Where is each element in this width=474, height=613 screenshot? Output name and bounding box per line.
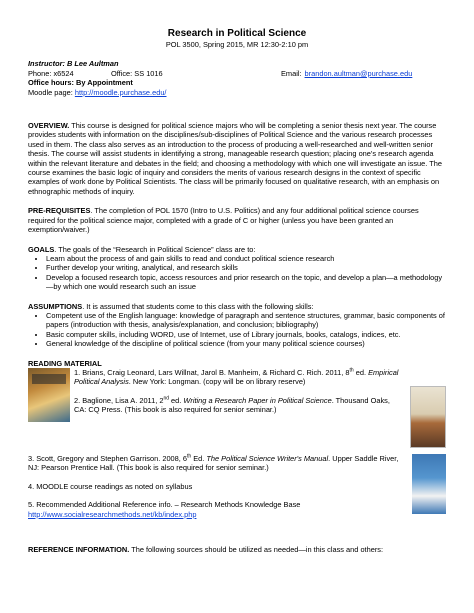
goals-intro: . The goals of the “Research in Political Science” class are to:	[54, 244, 256, 254]
prereq-text: . The completion of POL 1570 (Intro to U.S. Politics) and any four additional political science courses required for the political science major, completed with a grade of C or higher (unless you have been granted an exemption/waiver.)	[28, 206, 419, 235]
assumptions-heading: ASSUMPTIONS	[28, 301, 83, 311]
office-hours: Office hours: By Appointment	[28, 78, 133, 88]
overview-text: This course is designed for political science majors who will be completing a senior thesis next year. The course provides students with information on the disciplines/sub-disciplines of Political Science and the various research processes used in them. The class also serves as an introduction to the process of producing a well-researched and well-written senior thesis. The course will assist students in identifying a strong, manageable research question; placing one's research agenda within the relevant literature and debates in the field; and choosing a methodology with which one will investigate an issue. The course examines the basic logic of inquiry and considers the merits of various research designs in the context of specific examples of work done by Political Scientists. The class will be primarily focused on qualitative research, with an emphasis on ethnographic methods of inquiry.	[28, 121, 442, 196]
reading-item-3	[28, 454, 406, 473]
book-cover-writing	[410, 386, 446, 448]
assumptions-intro: . It is assumed that students come to this class with the following skills:	[82, 301, 314, 311]
goals-list	[28, 254, 446, 292]
reading-item-5: 5. Recommended Additional Reference info. – Research Methods Knowledge Base	[28, 500, 301, 510]
moodle-link[interactable]: http://moodle.purchase.edu/	[74, 87, 167, 97]
superscript: th	[187, 453, 192, 460]
email-label: Email:	[281, 68, 302, 78]
list-item: • Basic computer skills, including WORD, use of Internet, use of Library journals, books, catalogs, indices, etc.	[46, 330, 446, 339]
reading-items-1-2	[74, 368, 404, 448]
list-item: • General knowledge of the discipline of political science (from your many political science courses)	[46, 339, 446, 348]
instructor-block	[28, 59, 446, 97]
reading-item-2-title: Writing a Research Paper in Political Science	[183, 395, 332, 405]
reading-item-1-title: Empirical Political Analysis	[74, 367, 399, 387]
book-cover-image	[412, 454, 446, 514]
phone-text: Phone: x6524	[28, 68, 74, 78]
page-title: Research in Political Science	[167, 28, 307, 39]
assumptions-list	[28, 311, 446, 349]
overview-heading: OVERVIEW.	[28, 121, 70, 131]
reading-item-3-title: The Political Science Writer's Manual	[206, 453, 329, 463]
research-methods-link[interactable]: http://www.socialresearchmethods.net/kb/index.php	[28, 509, 197, 519]
prereq-section	[28, 206, 446, 234]
reference-heading: REFERENCE INFORMATION.	[28, 545, 130, 554]
reference-section	[28, 545, 446, 554]
reading-item-4: 4. MOODLE course readings as noted on syllabus	[28, 481, 193, 491]
book-cover-image	[410, 386, 446, 448]
reading-item-2-text: 2. Baglione, Lisa A. 2011, 2	[74, 395, 164, 405]
instructor-name: Instructor: B Lee Aultman	[28, 59, 119, 69]
course-subtitle: POL 3500, Spring 2015, MR 12:30-2:10 pm	[165, 40, 309, 49]
contact-row	[28, 69, 446, 78]
reading-item-3-text: 3. Scott, Gregory and Stephen Garrison. 2008, 6	[28, 453, 187, 463]
reading-item-1-publisher: . New York: Longman. (copy will be on library reserve)	[128, 377, 306, 387]
reading-row-3	[28, 448, 446, 519]
assumptions-section	[28, 302, 446, 311]
book-cover-image	[28, 368, 70, 422]
list-item: • Learn about the process of and gain skills to read and conduct political science research	[46, 254, 446, 263]
moodle-line	[28, 88, 446, 97]
reading-item-2-publisher: . Thousand Oaks, CA: CQ Press. (This book is also required for senior seminar.)	[74, 395, 390, 415]
reading-item-1-text: 1. Brians, Craig Leonard, Lars Willnat, Jarol B. Manheim, & Richard C. Rich. 2011, 8	[74, 367, 350, 377]
superscript: nd	[163, 395, 169, 402]
book-cover-empirical	[28, 368, 70, 448]
list-item: • Competent use of the English language: knowledge of paragraph and sentence structures, grammar, basic components of papers (introduction with thesis, analysis/explanation, and conclusion; bibliography)	[46, 311, 446, 330]
email-link[interactable]: brandon.aultman@purchase.edu	[304, 68, 413, 78]
list-item: • Further develop your writing, analytical, and research skills	[46, 263, 446, 272]
reading-items-3-5	[28, 448, 406, 519]
list-item: • Develop a focused research topic, access resources and prior research on the topic, and develop a plan—a methodology—by which one would research such an issue	[46, 273, 446, 292]
reading-item-1	[74, 368, 404, 387]
moodle-label: Moodle page:	[28, 87, 73, 97]
reading-item-3-publisher: . Upper Saddle River, NJ: Pearson Prentice Hall. (This book is also required for senior seminar.)	[28, 453, 399, 473]
goals-heading: GOALS	[28, 244, 55, 254]
reading-row	[28, 368, 446, 448]
goals-section	[28, 245, 446, 254]
reference-text: The following sources should be utilized as needed—in this class and others:	[129, 545, 384, 554]
prereq-heading: PRE-REQUISITES	[28, 206, 91, 216]
reading-item-2-ed: ed.	[169, 395, 184, 405]
reading-item-3-ed: Ed.	[191, 453, 207, 463]
reading-item-1-ed: ed.	[353, 367, 369, 377]
reading-heading: READING MATERIAL	[28, 358, 102, 368]
overview-section	[28, 121, 446, 196]
book-cover-writers-manual	[412, 454, 446, 519]
office-text: Office: SS 1016	[111, 68, 163, 78]
reading-item-2	[74, 396, 404, 415]
superscript: th	[349, 367, 354, 374]
